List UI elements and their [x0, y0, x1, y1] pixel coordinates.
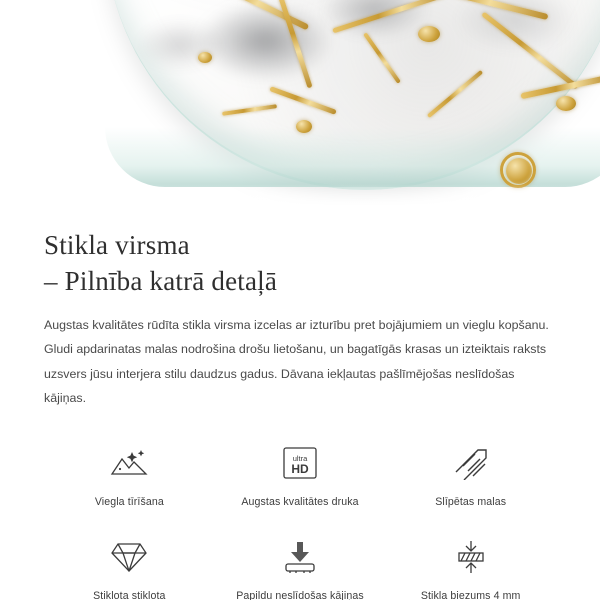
hd-text: HD — [291, 462, 309, 476]
feature-label: Augstas kvalitātes druka — [241, 496, 359, 508]
content-area — [0, 210, 600, 600]
feature-item — [44, 440, 215, 508]
feature-label: Papildu neslīdošas kājiņas — [236, 590, 364, 600]
gold-accent — [418, 26, 440, 42]
gold-accent — [198, 52, 212, 63]
feature-item — [44, 534, 215, 600]
feature-label: Stiklota stiklota — [93, 590, 166, 600]
feature-item — [385, 440, 556, 508]
non-slip-feet-icon — [277, 534, 323, 580]
feature-item — [215, 534, 386, 600]
glass-thickness-icon — [448, 534, 494, 580]
ultra-text: ultra — [292, 454, 308, 463]
feature-label: Slīpētas malas — [435, 496, 507, 508]
feature-grid — [44, 440, 556, 600]
sparkle-mountain-icon — [106, 440, 152, 486]
gold-ring-accent — [500, 152, 536, 188]
description-paragraph: Augstas kvalitātes rūdīta stikla virsma izcelas ar izturību pret bojājumiem un vieglu kopšanu. Gludi apdarinatas malas nodrošina drošu lietošanu, un bagatīgās krasas un izteiktais raksts uzsvers jūsu interjera stilu daudzus gadus. Dāvana iekļautas pašlīmējošas neslīdošas kājiņas. — [44, 318, 549, 405]
gold-accent — [556, 96, 576, 111]
polished-edges-icon — [448, 440, 494, 486]
feature-item — [215, 440, 386, 508]
hero-image — [0, 0, 600, 210]
feature-item — [385, 534, 556, 600]
feature-label: Viegla tīrīšana — [94, 496, 164, 508]
headline-line-1: Stikla virsma — [44, 230, 190, 260]
ultra-hd-icon — [277, 440, 323, 486]
marble-ink-smudge — [120, 10, 240, 80]
page-title — [44, 228, 556, 299]
feature-label: Stikla biezums 4 mm — [420, 590, 521, 600]
image-fade-overlay — [0, 184, 600, 210]
diamond-icon — [106, 534, 152, 580]
gold-accent — [296, 120, 312, 133]
headline-line-2: – Pilnība katrā detaļā — [44, 265, 278, 296]
